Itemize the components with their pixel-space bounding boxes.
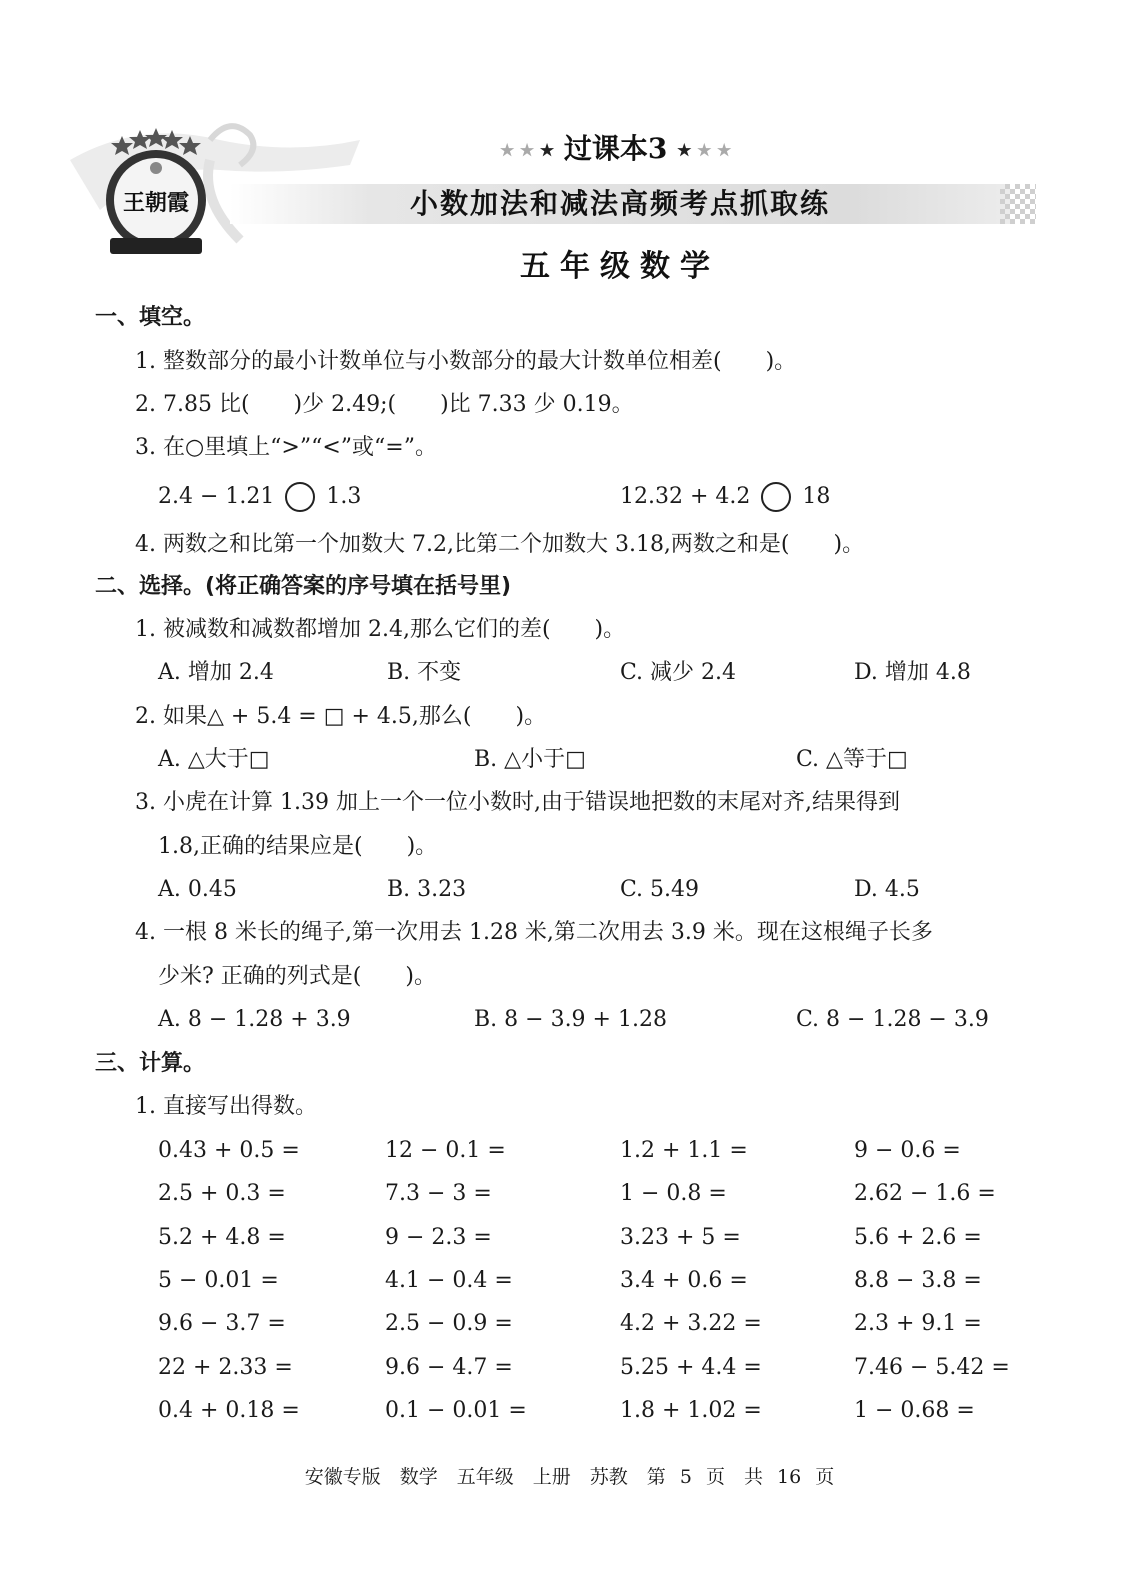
calc-item: 2.62 − 1.6 =	[854, 1181, 996, 1206]
question-2-3-line2: 1.8,正确的结果应是( )。	[158, 834, 438, 859]
option: A. 8 − 1.28 + 3.9	[158, 1007, 351, 1032]
compare-b-left: 12.32 + 4.2	[620, 484, 751, 509]
calc-item: 9.6 − 4.7 =	[385, 1355, 513, 1380]
calc-item: 1.8 + 1.02 =	[620, 1398, 762, 1423]
calc-item: 5.2 + 4.8 =	[158, 1225, 286, 1250]
option: B. △小于□	[474, 747, 586, 772]
calc-item: 1 − 0.68 =	[854, 1398, 975, 1423]
calc-item: 0.4 + 0.18 =	[158, 1398, 300, 1423]
compare-a-left: 2.4 − 1.21	[158, 484, 275, 509]
calc-item: 5 − 0.01 =	[158, 1268, 279, 1293]
compare-a-right: 1.3	[326, 484, 362, 509]
kicker-text: 过课本3	[563, 132, 668, 165]
calc-item: 22 + 2.33 =	[158, 1355, 293, 1380]
calc-item: 2.5 + 0.3 =	[158, 1181, 286, 1206]
calc-item: 0.43 + 0.5 =	[158, 1138, 300, 1163]
option: C. 8 − 1.28 − 3.9	[796, 1007, 989, 1032]
option: C. 5.49	[620, 877, 700, 902]
compare-circle-a[interactable]	[285, 482, 315, 512]
calc-item: 2.5 − 0.9 =	[385, 1311, 513, 1336]
question-1-2: 2. 7.85 比( )少 2.49;( )比 7.33 少 0.19。	[135, 392, 634, 417]
calc-item: 5.25 + 4.4 =	[620, 1355, 762, 1380]
compare-circle-b[interactable]	[761, 482, 791, 512]
question-3-1: 1. 直接写出得数。	[135, 1094, 317, 1119]
calc-item: 8.8 − 3.8 =	[854, 1268, 982, 1293]
series-kicker: ★ ★ ★ 过课本3 ★ ★ ★	[500, 132, 732, 165]
section-2-title: 二、选择。(将正确答案的序号填在括号里)	[95, 574, 512, 599]
question-2-2: 2. 如果△ + 5.4 = □ + 4.5,那么( )。	[135, 704, 547, 729]
option: A. 0.45	[158, 877, 237, 902]
calc-item: 1.2 + 1.1 =	[620, 1138, 748, 1163]
compare-a	[158, 482, 361, 512]
option: C. 减少 2.4	[620, 660, 737, 685]
option: D. 4.5	[854, 877, 920, 902]
calc-item: 9.6 − 3.7 =	[158, 1311, 286, 1336]
calc-item: 9 − 0.6 =	[854, 1138, 961, 1163]
option: D. 增加 4.8	[854, 660, 971, 685]
publisher-logo	[100, 128, 212, 260]
option: B. 3.23	[387, 877, 467, 902]
calc-item: 4.1 − 0.4 =	[385, 1268, 513, 1293]
option: B. 8 − 3.9 + 1.28	[474, 1007, 667, 1032]
page-footer: 安徽专版 数学 五年级 上册 苏教 第 5 页 共 16 页	[304, 1466, 835, 1488]
calc-item: 1 − 0.8 =	[620, 1181, 727, 1206]
section-3-title: 三、计算。	[95, 1051, 206, 1076]
question-1-4: 4. 两数之和比第一个加数大 7.2,比第二个加数大 3.18,两数之和是( )。	[135, 532, 865, 557]
option: A. 增加 2.4	[158, 660, 274, 685]
question-1-3: 3. 在○里填上“>”“<”或“=”。	[135, 435, 437, 460]
option: C. △等于□	[796, 747, 908, 772]
option: B. 不变	[387, 660, 462, 685]
banner-checker	[1000, 184, 1036, 224]
svg-text:王朝霞: 王朝霞	[122, 190, 190, 216]
calc-item: 3.23 + 5 =	[620, 1225, 741, 1250]
calc-item: 7.3 − 3 =	[385, 1181, 492, 1206]
calc-item: 3.4 + 0.6 =	[620, 1268, 748, 1293]
calc-item: 5.6 + 2.6 =	[854, 1225, 982, 1250]
calc-item: 0.1 − 0.01 =	[385, 1398, 527, 1423]
section-1-title: 一、填空。	[95, 305, 206, 330]
calc-item: 12 − 0.1 =	[385, 1138, 506, 1163]
calc-item: 4.2 + 3.22 =	[620, 1311, 762, 1336]
question-2-4-line1: 4. 一根 8 米长的绳子,第一次用去 1.28 米,第二次用去 3.9 米。现在这根绳子长多	[135, 920, 933, 945]
compare-b-right: 18	[802, 484, 831, 509]
question-2-1: 1. 被减数和减数都增加 2.4,那么它们的差( )。	[135, 617, 626, 642]
worksheet-title: 小数加法和减法高频考点抓取练	[409, 187, 830, 220]
question-1-1: 1. 整数部分的最小计数单位与小数部分的最大计数单位相差( )。	[135, 349, 797, 374]
calc-item: 7.46 − 5.42 =	[854, 1355, 1010, 1380]
calc-item: 2.3 + 9.1 =	[854, 1311, 982, 1336]
option: A. △大于□	[158, 747, 270, 772]
compare-b	[620, 482, 830, 512]
subject-title: 五年级数学	[520, 249, 720, 284]
calc-item: 9 − 2.3 =	[385, 1225, 492, 1250]
question-2-3-line1: 3. 小虎在计算 1.39 加上一个一位小数时,由于错误地把数的末尾对齐,结果得到	[135, 790, 900, 815]
question-2-4-line2: 少米? 正确的列式是( )。	[158, 964, 436, 989]
